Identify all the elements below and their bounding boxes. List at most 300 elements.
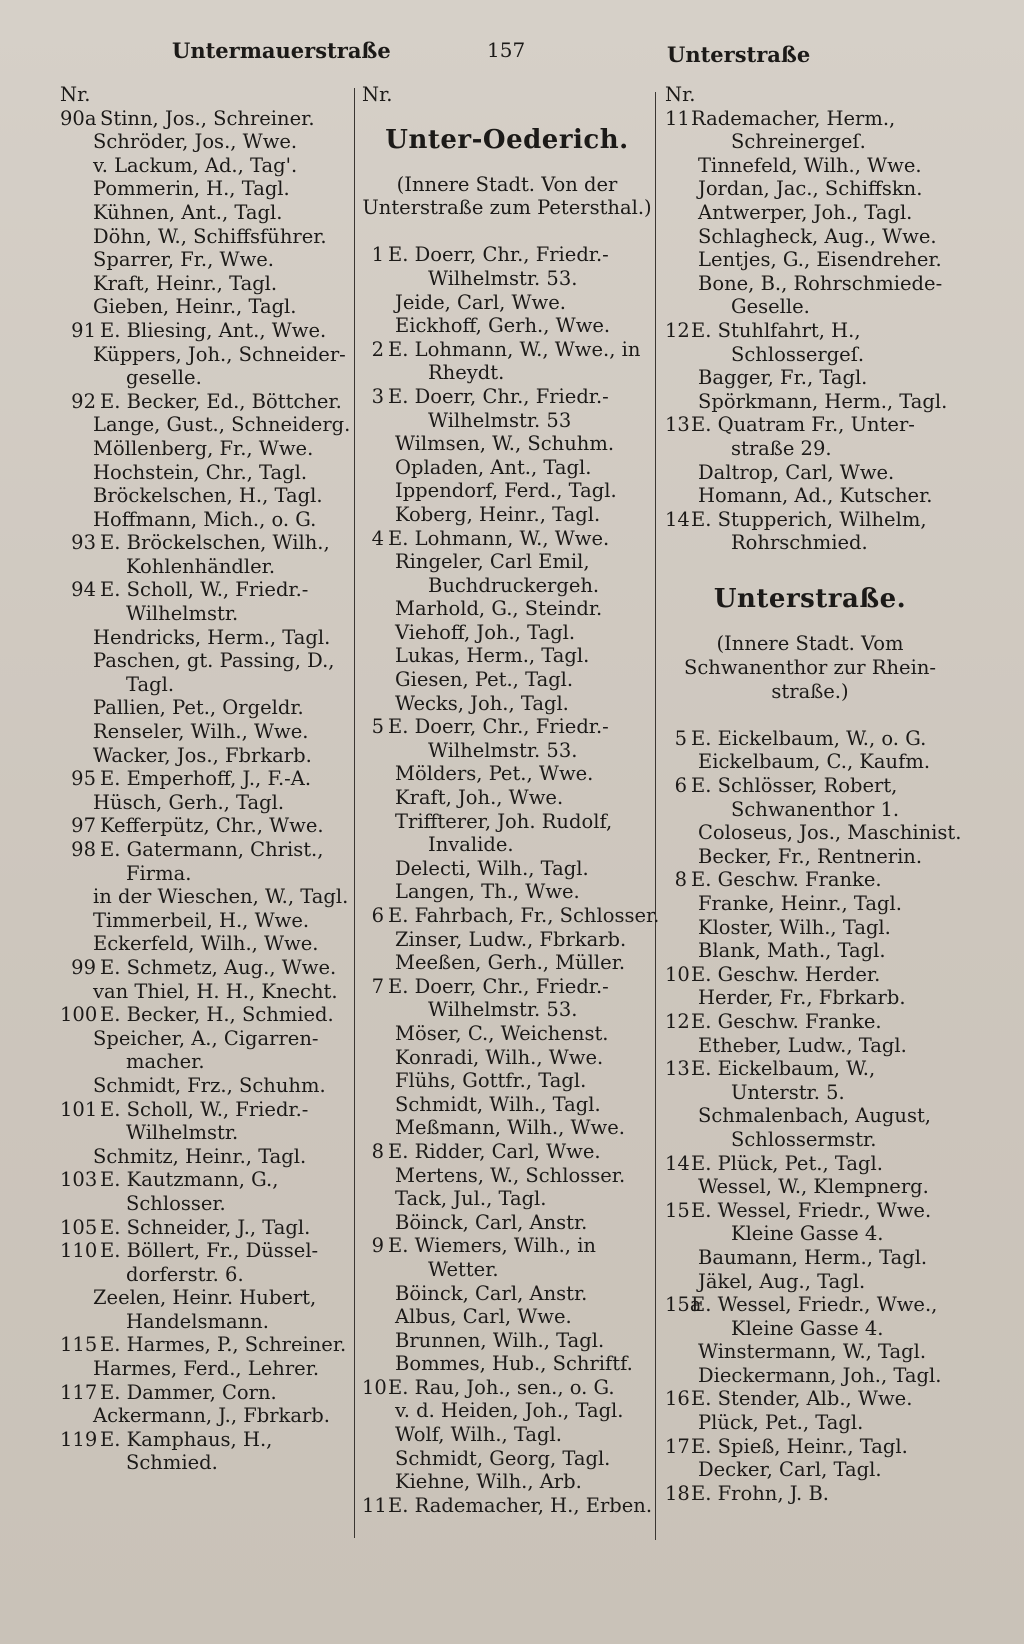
house-number: 9 xyxy=(371,1234,384,1258)
resident-text: E. Kautzmann, G., xyxy=(100,1168,279,1192)
resident-text: Schröder, Jos., Wwe. xyxy=(93,130,298,154)
entry-line xyxy=(665,130,955,154)
resident-text: Kloster, Wilh., Tagl. xyxy=(698,915,891,939)
entry-line xyxy=(362,1140,652,1164)
resident-text: Zinser, Ludw., Fbrkarb. xyxy=(395,927,627,951)
entry-line xyxy=(60,1121,350,1145)
resident-text: E. Schmetz, Aug., Wwe. xyxy=(100,955,337,979)
entry-line xyxy=(60,437,350,461)
entry-line xyxy=(60,720,350,744)
entry-line xyxy=(60,1168,350,1192)
house-number: 4 xyxy=(371,526,384,550)
street-note-line: (Innere Stadt. Von der xyxy=(396,172,618,196)
house-number: 10 xyxy=(362,1375,387,1399)
entry-line xyxy=(665,774,955,798)
resident-text: Wacker, Jos., Fbrkarb. xyxy=(93,743,312,767)
entry-line xyxy=(665,868,955,892)
entry-line xyxy=(362,1282,652,1306)
entry-line xyxy=(60,1286,350,1310)
entry-line xyxy=(60,767,350,791)
resident-text: Bommes, Hub., Schriftf. xyxy=(395,1352,633,1376)
resident-text: Gieben, Heinr., Tagl. xyxy=(93,295,297,319)
resident-text: Möllenberg, Fr., Wwe. xyxy=(93,436,314,460)
house-number: 15a xyxy=(665,1293,702,1317)
entry-line xyxy=(362,998,652,1022)
resident-text: E. Frohn, J. B. xyxy=(691,1481,829,1505)
entry-line xyxy=(665,1128,955,1152)
resident-text: Wilhelmstr. 53. xyxy=(428,266,578,290)
resident-text: Blank, Math., Tagl. xyxy=(698,939,886,963)
house-number: 6 xyxy=(674,774,687,798)
resident-text: E. Becker, H., Schmied. xyxy=(100,1003,334,1027)
resident-text: E. Doerr, Chr., Friedr.- xyxy=(388,974,609,998)
house-number: 14 xyxy=(665,507,690,531)
resident-text: Rademacher, Herm., xyxy=(691,106,896,130)
entry-line xyxy=(60,1145,350,1169)
entry-line xyxy=(665,1293,955,1317)
resident-text: Becker, Fr., Rentnerin. xyxy=(698,844,923,868)
resident-text: Bröckelschen, H., Tagl. xyxy=(93,484,323,508)
entry-line xyxy=(362,928,652,952)
resident-text: E. Kamphaus, H., xyxy=(100,1427,273,1451)
resident-text: Ringeler, Carl Emil, xyxy=(395,550,590,574)
resident-text: Jeide, Carl, Wwe. xyxy=(395,290,566,314)
house-number: 6 xyxy=(371,904,384,927)
column-1 xyxy=(60,83,350,1475)
entry-line xyxy=(665,939,955,963)
entry-line xyxy=(60,177,350,201)
house-number: 3 xyxy=(371,384,384,408)
resident-text: Wilhelmstr. 53. xyxy=(428,738,578,762)
house-number: 14 xyxy=(665,1151,690,1175)
resident-text: Zeelen, Heinr. Hubert, xyxy=(93,1286,317,1310)
resident-text: Schlossergeſ. xyxy=(731,342,865,366)
house-number: 11 xyxy=(665,106,690,130)
entry-line xyxy=(665,248,955,272)
entry-line xyxy=(60,1263,350,1287)
resident-text: Tagl. xyxy=(126,672,175,696)
resident-text: Flühs, Gottfr., Tagl. xyxy=(395,1069,587,1093)
resident-text: Wilhelmstr. 53. xyxy=(428,998,578,1022)
resident-text: Speicher, A., Cigarren- xyxy=(93,1026,319,1050)
resident-text: Eckerfeld, Wilh., Wwe. xyxy=(93,932,319,956)
resident-text: E. Rademacher, H., Erben. xyxy=(388,1493,653,1517)
entry-line xyxy=(60,508,350,532)
column-3 xyxy=(665,83,962,1505)
entry-line xyxy=(665,390,955,414)
resident-text: Koberg, Heinr., Tagl. xyxy=(395,502,601,526)
resident-text: Unterstr. 5. xyxy=(731,1080,845,1104)
entry-line xyxy=(665,798,955,822)
entry-line xyxy=(665,1411,955,1435)
house-number: 13 xyxy=(665,1057,690,1081)
house-number: 94 xyxy=(71,578,96,602)
resident-text: Lukas, Herm., Tagl. xyxy=(395,644,590,668)
house-number: 13 xyxy=(665,413,690,437)
entry-line xyxy=(60,885,350,909)
resident-text: in der Wieschen, W., Tagl. xyxy=(93,885,349,909)
resident-text: macher. xyxy=(126,1050,205,1074)
entry-line xyxy=(362,409,652,433)
entry-line xyxy=(362,975,652,999)
house-number: 11 xyxy=(362,1493,387,1517)
entry-line xyxy=(60,673,350,697)
resident-text: Ackermann, J., Fbrkarb. xyxy=(93,1404,330,1428)
resident-text: E. Doerr, Chr., Friedr.- xyxy=(388,715,609,739)
entry-line xyxy=(60,319,350,343)
resident-text: Kraft, Joh., Wwe. xyxy=(395,786,564,810)
resident-text: Antwerper, Joh., Tagl. xyxy=(698,200,913,224)
resident-text: Handelsmann. xyxy=(126,1309,269,1333)
entry-line xyxy=(60,343,350,367)
resident-text: Lentjes, G., Eisendreher. xyxy=(698,248,942,272)
entry-line xyxy=(665,461,955,485)
entry-line xyxy=(362,550,652,574)
entry-line xyxy=(362,243,652,267)
entry-line xyxy=(362,1470,652,1494)
resident-text: Plück, Pet., Tagl. xyxy=(698,1411,864,1435)
entry-line xyxy=(362,1399,652,1423)
nr-label: Nr. xyxy=(665,83,696,106)
resident-text: Lange, Gust., Schneiderg. xyxy=(93,413,351,437)
resident-text: Albus, Carl, Wwe. xyxy=(395,1305,572,1329)
house-number: 10 xyxy=(665,962,690,986)
entry-line xyxy=(665,750,955,774)
house-number: 99 xyxy=(71,955,96,979)
resident-text: Döhn, W., Schiffsführer. xyxy=(93,224,327,248)
resident-text: E. Gatermann, Christ., xyxy=(100,838,324,861)
resident-text: v. d. Heiden, Joh., Tagl. xyxy=(395,1399,624,1423)
resident-text: Bagger, Fr., Tagl. xyxy=(698,366,868,390)
entry-line xyxy=(60,980,350,1004)
resident-text: Wilhelmstr. xyxy=(126,1121,239,1145)
resident-text: Jäkel, Aug., Tagl. xyxy=(698,1269,866,1293)
resident-text: E. Ridder, Carl, Wwe. xyxy=(388,1139,601,1163)
entry-line xyxy=(665,154,955,178)
entry-line xyxy=(362,385,652,409)
entry-line xyxy=(362,291,652,315)
resident-text: Kohlenhändler. xyxy=(126,554,276,578)
resident-text: Paschen, gt. Passing, D., xyxy=(93,649,335,673)
page-header xyxy=(0,38,1024,74)
entry-line xyxy=(665,1152,955,1176)
entry-line xyxy=(362,527,652,551)
street-title-unterstrasse: Unterstraße. xyxy=(713,584,907,615)
entry-line xyxy=(665,963,955,987)
entry-line xyxy=(60,909,350,933)
house-number: 92 xyxy=(71,389,96,413)
house-number: 103 xyxy=(60,1168,98,1192)
entry-line xyxy=(60,531,350,555)
entry-line xyxy=(362,479,652,503)
entry-line xyxy=(362,1164,652,1188)
entry-line xyxy=(362,338,652,362)
entry-line xyxy=(665,531,955,555)
entry-line xyxy=(665,1340,955,1364)
resident-text: E. Lohmann, W., Wwe., in xyxy=(388,337,641,361)
entry-line xyxy=(60,130,350,154)
resident-text: Schlosser. xyxy=(126,1191,226,1215)
entry-line xyxy=(362,574,652,598)
entry-line xyxy=(665,1199,955,1223)
resident-text: E. Stender, Alb., Wwe. xyxy=(691,1387,913,1411)
entry-line xyxy=(362,739,652,763)
house-number: 18 xyxy=(665,1481,690,1505)
street-note-line: Schwanenthor zur Rhein- xyxy=(684,656,936,680)
resident-text: E. Eickelbaum, W., o. G. xyxy=(691,726,927,750)
entry-line xyxy=(60,272,350,296)
resident-text: Schmitz, Heinr., Tagl. xyxy=(93,1144,307,1168)
entry-line xyxy=(60,484,350,508)
resident-text: Eickelbaum, C., Kaufm. xyxy=(698,750,931,774)
entry-line xyxy=(362,857,652,881)
column-divider-right xyxy=(655,92,656,1540)
entry-line xyxy=(665,225,955,249)
entry-line xyxy=(665,1034,955,1058)
entry-line xyxy=(362,1116,652,1140)
page-number: 157 xyxy=(487,38,526,62)
house-number: 95 xyxy=(71,767,96,791)
resident-text: Franke, Heinr., Tagl. xyxy=(698,892,902,915)
house-number: 7 xyxy=(371,974,384,998)
house-number: 97 xyxy=(71,814,96,838)
house-number: 8 xyxy=(371,1139,384,1163)
col1-entries xyxy=(60,107,350,1475)
resident-text: Invalide. xyxy=(428,833,514,857)
entry-line xyxy=(60,578,350,602)
resident-text: Spörkmann, Herm., Tagl. xyxy=(698,389,948,413)
entry-line xyxy=(60,413,350,437)
entry-line xyxy=(362,1187,652,1211)
resident-text: Wilhelmstr. 53 xyxy=(428,408,572,432)
entry-line xyxy=(60,862,350,886)
entry-line xyxy=(362,1211,652,1235)
entry-line xyxy=(60,744,350,768)
entry-line xyxy=(665,1081,955,1105)
entry-line xyxy=(362,904,660,928)
resident-text: E. Böllert, Fr., Düssel- xyxy=(100,1239,319,1263)
column-divider-left xyxy=(354,88,355,1538)
resident-text: van Thiel, H. H., Knecht. xyxy=(93,979,338,1003)
resident-text: Konradi, Wilh., Wwe. xyxy=(395,1045,604,1069)
resident-text: E. Geschw. Herder. xyxy=(691,962,881,986)
entry-line xyxy=(665,201,955,225)
resident-text: Coloseus, Jos., Maschinist. xyxy=(698,821,962,845)
resident-text: Wilhelmstr. xyxy=(126,602,239,626)
entry-line xyxy=(60,626,350,650)
resident-text: Kühnen, Ant., Tagl. xyxy=(93,200,283,224)
resident-text: E. Schlösser, Robert, xyxy=(691,774,898,798)
house-number: 90a xyxy=(60,106,97,130)
resident-text: Bone, B., Rohrschmiede- xyxy=(698,271,943,295)
resident-text: E. Plück, Pet., Tagl. xyxy=(691,1151,883,1175)
house-number: 16 xyxy=(665,1387,690,1411)
entry-line xyxy=(60,1192,350,1216)
resident-text: Kefferpütz, Chr., Wwe. xyxy=(100,814,324,838)
house-number: 115 xyxy=(60,1333,98,1357)
entry-line xyxy=(60,1216,350,1240)
street-note-line: (Innere Stadt. Vom xyxy=(716,632,904,656)
entry-line xyxy=(665,484,955,508)
house-number: 105 xyxy=(60,1215,98,1239)
resident-text: E. Rau, Joh., sen., o. G. xyxy=(388,1375,615,1399)
entry-line xyxy=(362,314,652,338)
house-number: 117 xyxy=(60,1380,98,1404)
resident-text: Homann, Ad., Kutscher. xyxy=(698,484,933,508)
entry-line xyxy=(362,1329,652,1353)
resident-text: E. Bliesing, Ant., Wwe. xyxy=(100,318,327,342)
resident-text: Triffterer, Joh. Rudolf, xyxy=(395,809,613,833)
resident-text: Schmidt, Wilh., Tagl. xyxy=(395,1092,601,1116)
house-number: 5 xyxy=(371,715,384,739)
resident-text: Buchdruckergeh. xyxy=(428,573,600,597)
entry-line xyxy=(60,1428,350,1452)
house-number: 8 xyxy=(674,868,687,892)
entry-line xyxy=(362,833,652,857)
resident-text: E. Wessel, Friedr., Wwe. xyxy=(691,1198,932,1222)
entry-line xyxy=(60,649,350,673)
entry-line xyxy=(362,361,652,385)
entry-line xyxy=(665,1458,955,1482)
entry-line xyxy=(362,1234,652,1258)
resident-text: Wolf, Wilh., Tagl. xyxy=(395,1423,562,1447)
house-number: 91 xyxy=(71,318,96,342)
entry-line xyxy=(60,602,350,626)
entry-line xyxy=(60,154,350,178)
resident-text: Mertens, W., Schlosser. xyxy=(395,1163,626,1187)
resident-text: Rohrschmied. xyxy=(731,531,868,555)
resident-text: Opladen, Ant., Tagl. xyxy=(395,455,592,479)
entry-line xyxy=(60,107,350,131)
resident-text: Renseler, Wilh., Wwe. xyxy=(93,720,309,744)
resident-text: Pallien, Pet., Orgeldr. xyxy=(93,696,304,720)
entry-line xyxy=(362,597,652,621)
entry-line xyxy=(60,295,350,319)
resident-text: Jordan, Jac., Schiffskn. xyxy=(698,177,923,201)
resident-text: Eickhoff, Gerh., Wwe. xyxy=(395,314,611,338)
resident-text: Etheber, Ludw., Tagl. xyxy=(698,1033,907,1057)
resident-text: Schlagheck, Aug., Wwe. xyxy=(698,224,937,248)
entry-line xyxy=(60,838,350,862)
entry-line xyxy=(362,1352,652,1376)
entry-line xyxy=(665,1057,955,1081)
col2-entries xyxy=(362,243,660,1517)
resident-text: Böinck, Carl, Anstr. xyxy=(395,1210,588,1234)
resident-text: Delecti, Wilh., Tagl. xyxy=(395,856,589,880)
entry-line xyxy=(665,343,955,367)
street-title-unter-oederich: Unter-Oederich. xyxy=(385,124,629,155)
resident-text: Langen, Th., Wwe. xyxy=(395,880,580,904)
entry-line xyxy=(362,1069,652,1093)
resident-text: Sparrer, Fr., Wwe. xyxy=(93,248,275,272)
entry-line xyxy=(362,786,652,810)
resident-text: dorferstr. 6. xyxy=(126,1262,244,1286)
nr-label: Nr. xyxy=(60,83,91,106)
entry-line xyxy=(362,1305,652,1329)
resident-text: E. Doerr, Chr., Friedr.- xyxy=(388,384,609,408)
resident-text: Kiehne, Wilh., Arb. xyxy=(395,1470,582,1494)
entry-line xyxy=(665,821,962,845)
col3-entries-a xyxy=(665,107,955,555)
entry-line xyxy=(362,810,652,834)
resident-text: E. Stupperich, Wilhelm, xyxy=(691,507,927,531)
resident-text: Stinn, Jos., Schreiner. xyxy=(100,106,315,130)
resident-text: Hochstein, Chr., Tagl. xyxy=(93,460,308,484)
resident-text: Schreinergeſ. xyxy=(731,130,866,154)
resident-text: E. Eickelbaum, W., xyxy=(691,1057,876,1081)
resident-text: Meeßen, Gerh., Müller. xyxy=(395,951,626,975)
resident-text: Ippendorf, Ferd., Tagl. xyxy=(395,479,617,503)
house-number: 2 xyxy=(371,337,384,361)
resident-text: Schmidt, Georg, Tagl. xyxy=(395,1446,611,1470)
entry-line xyxy=(362,1494,652,1518)
resident-text: Decker, Carl, Tagl. xyxy=(698,1458,882,1482)
entry-line xyxy=(362,267,652,291)
house-number: 15 xyxy=(665,1198,690,1222)
entry-line xyxy=(665,1246,955,1270)
resident-text: E. Scholl, W., Friedr.- xyxy=(100,578,309,602)
resident-text: Baumann, Herm., Tagl. xyxy=(698,1245,928,1269)
house-number: 110 xyxy=(60,1239,98,1263)
entry-line xyxy=(60,932,350,956)
resident-text: Rheydt. xyxy=(428,361,505,385)
resident-text: Harmes, Ferd., Lehrer. xyxy=(93,1357,320,1381)
entry-line xyxy=(665,1387,955,1411)
column-2 xyxy=(362,83,660,1517)
house-number: 5 xyxy=(674,726,687,750)
resident-text: Tinnefeld, Wilh., Wwe. xyxy=(698,153,922,177)
resident-text: geselle. xyxy=(126,366,202,390)
resident-text: Giesen, Pet., Tagl. xyxy=(395,668,574,692)
resident-text: Möser, C., Weichenst. xyxy=(395,1021,609,1045)
resident-text: E. Schneider, J., Tagl. xyxy=(100,1215,311,1239)
nr-label: Nr. xyxy=(362,83,393,106)
resident-text: Timmerbeil, H., Wwe. xyxy=(93,908,310,932)
entry-line xyxy=(60,366,350,390)
entry-line xyxy=(665,1482,955,1506)
resident-text: Winstermann, W., Tagl. xyxy=(698,1340,927,1364)
resident-text: E. Geschw. Franke. xyxy=(691,868,882,892)
entry-line xyxy=(362,668,652,692)
resident-text: Schlossermstr. xyxy=(731,1127,877,1151)
house-number: 100 xyxy=(60,1003,98,1027)
entry-line xyxy=(362,880,652,904)
header-left-street: Untermauerstraße xyxy=(172,38,391,63)
entry-line xyxy=(362,1046,652,1070)
entry-line xyxy=(60,1050,350,1074)
entry-line xyxy=(362,1376,652,1400)
resident-text: Kleine Gasse 4. xyxy=(731,1316,884,1340)
resident-text: Hüsch, Gerh., Tagl. xyxy=(93,790,285,814)
house-number: 93 xyxy=(71,531,96,555)
entry-line xyxy=(60,1027,350,1051)
entry-line xyxy=(60,1074,350,1098)
entry-line xyxy=(362,951,652,975)
resident-text: Küppers, Joh., Schneider- xyxy=(93,342,346,366)
entry-line xyxy=(665,437,955,461)
house-number: 119 xyxy=(60,1427,98,1451)
house-number: 98 xyxy=(71,838,96,861)
entry-line xyxy=(665,1010,955,1034)
entry-line xyxy=(665,916,955,940)
resident-text: Schmidt, Frz., Schuhm. xyxy=(93,1073,326,1097)
resident-text: E. Bröckelschen, Wilh., xyxy=(100,531,330,555)
entry-line xyxy=(362,1423,652,1447)
resident-text: Hoffmann, Mich., o. G. xyxy=(93,507,317,531)
resident-text: Brunnen, Wilh., Tagl. xyxy=(395,1328,605,1352)
resident-text: Mölders, Pet., Wwe. xyxy=(395,762,594,786)
entry-line xyxy=(665,319,955,343)
